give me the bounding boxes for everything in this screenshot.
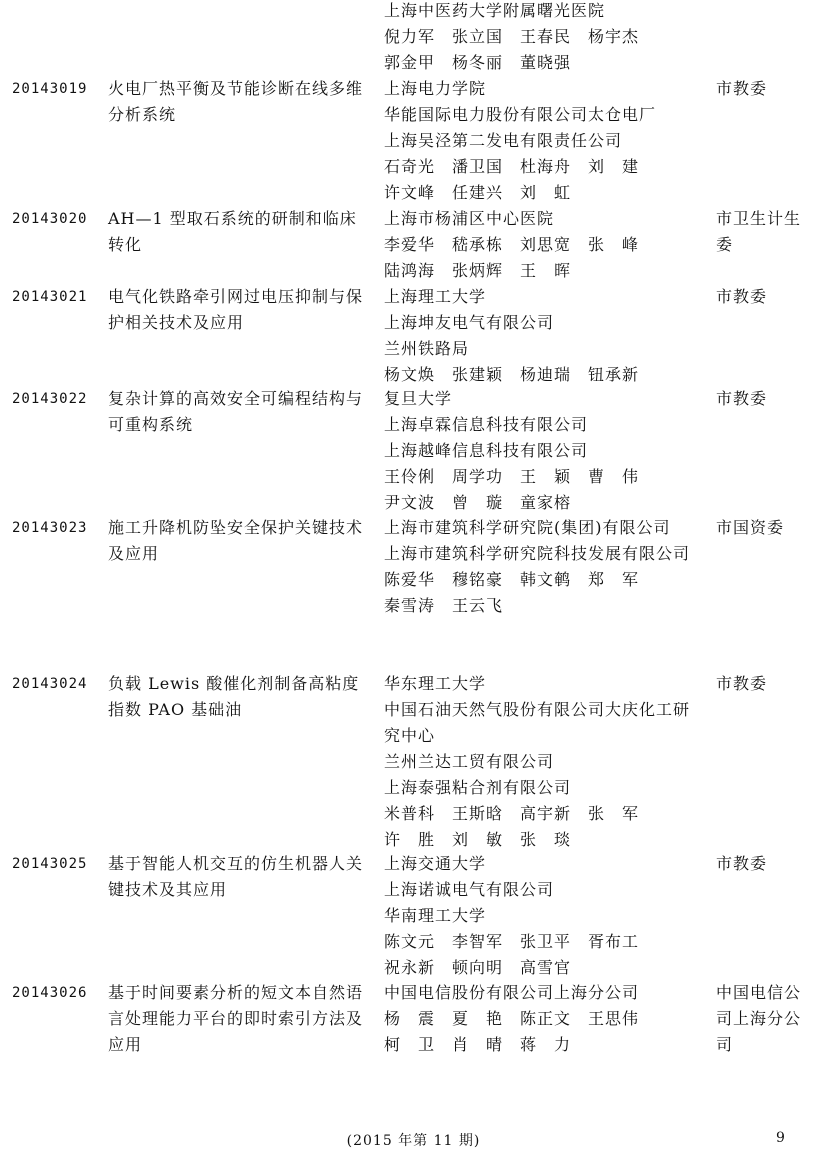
recommending-dept: 市教委 xyxy=(716,674,768,693)
project-code: 20143021 xyxy=(12,289,88,305)
project-title: 基于智能人机交互的仿生机器人关键技术及其应用 xyxy=(108,854,364,899)
project-code: 20143023 xyxy=(12,520,88,536)
org-line: 上海中医药大学附属曙光医院 xyxy=(384,1,606,20)
page-number: 9 xyxy=(776,1130,785,1146)
recommending-dept: 市国资委 xyxy=(716,518,785,537)
org-line: 上海坤友电气有限公司 xyxy=(384,313,555,332)
project-title: 施工升降机防坠安全保护关键技术及应用 xyxy=(108,518,364,563)
org-line: 上海交通大学 xyxy=(384,854,487,873)
recommending-dept: 市教委 xyxy=(716,854,768,873)
recommending-dept: 市卫生计生委 xyxy=(716,209,802,254)
project-title: 基于时间要素分析的短文本自然语言处理能力平台的即时索引方法及应用 xyxy=(108,983,364,1054)
org-line: 上海市建筑科学研究院(集团)有限公司 xyxy=(384,518,671,537)
org-line: 上海越峰信息科技有限公司 xyxy=(384,441,589,460)
project-code: 20143025 xyxy=(12,856,88,872)
org-line: 上海吴泾第二发电有限责任公司 xyxy=(384,131,623,150)
project-orgs xyxy=(384,671,704,853)
org-line: 华能国际电力股份有限公司太仓电厂 xyxy=(384,105,657,124)
project-title: 负载 Lewis 酸催化剂制备高粘度指数 PAO 基础油 xyxy=(108,674,360,719)
org-line: 上海诺诚电气有限公司 xyxy=(384,880,555,899)
project-title: 电气化铁路牵引网过电压抑制与保护相关技术及应用 xyxy=(108,287,364,332)
project-title: 火电厂热平衡及节能诊断在线多维分析系统 xyxy=(108,79,364,124)
people-line: 陆鸿海 张炳辉 王 晖 xyxy=(384,261,572,280)
org-line: 中国石油天然气股份有限公司大庆化工研究中心 xyxy=(384,700,691,745)
people-line: 米普科 王斯晗 高宇新 张 军 xyxy=(384,804,640,823)
project-orgs xyxy=(384,206,704,284)
continuation-orgs xyxy=(384,0,704,76)
people-line: 尹文波 曾 璇 童家榕 xyxy=(384,493,572,512)
recommending-dept: 中国电信公司上海分公司 xyxy=(716,983,802,1054)
people-line: 陈文元 李智军 张卫平 胥布工 xyxy=(384,932,640,951)
people-line: 许文峰 任建兴 刘 虹 xyxy=(384,183,572,202)
people-line: 柯 卫 肖 晴 蒋 力 xyxy=(384,1035,572,1054)
project-code: 20143026 xyxy=(12,985,88,1001)
people-line: 王伶俐 周学功 王 颖 曹 伟 xyxy=(384,467,640,486)
people-line: 许 胜 刘 敏 张 琰 xyxy=(384,830,572,849)
project-orgs xyxy=(384,851,704,981)
project-code: 20143022 xyxy=(12,391,88,407)
project-orgs xyxy=(384,284,704,388)
people-line: 石奇光 潘卫国 杜海舟 刘 建 xyxy=(384,157,640,176)
project-code: 20143020 xyxy=(12,211,88,227)
org-line: 上海电力学院 xyxy=(384,79,487,98)
org-line: 上海泰强粘合剂有限公司 xyxy=(384,778,572,797)
project-orgs xyxy=(384,515,704,619)
people-line: 杨文焕 张建颖 杨迪瑞 钮承新 xyxy=(384,365,640,384)
project-code: 20143019 xyxy=(12,81,88,97)
recommending-dept: 市教委 xyxy=(716,287,768,306)
org-line: 兰州兰达工贸有限公司 xyxy=(384,752,555,771)
org-line: 复旦大学 xyxy=(384,389,453,408)
project-code: 20143024 xyxy=(12,676,88,692)
org-line: 兰州铁路局 xyxy=(384,339,470,358)
org-line: 华南理工大学 xyxy=(384,906,487,925)
project-orgs xyxy=(384,76,704,206)
project-orgs xyxy=(384,980,704,1058)
people-line: 秦雪涛 王云飞 xyxy=(384,596,504,615)
people-line: 倪力军 张立国 王春民 杨宇杰 xyxy=(384,27,640,46)
org-line: 上海市建筑科学研究院科技发展有限公司 xyxy=(384,544,691,563)
recommending-dept: 市教委 xyxy=(716,389,768,408)
org-line: 华东理工大学 xyxy=(384,674,487,693)
org-line: 中国电信股份有限公司上海分公司 xyxy=(384,983,640,1002)
people-line: 杨 震 夏 艳 陈正文 王思伟 xyxy=(384,1009,640,1028)
project-orgs xyxy=(384,386,704,516)
project-title: AH—1 型取石系统的研制和临床转化 xyxy=(108,209,357,254)
org-line: 上海卓霖信息科技有限公司 xyxy=(384,415,589,434)
project-title: 复杂计算的高效安全可编程结构与可重构系统 xyxy=(108,389,364,434)
org-line: 上海理工大学 xyxy=(384,287,487,306)
org-line: 上海市杨浦区中心医院 xyxy=(384,209,555,228)
people-line: 郭金甲 杨冬丽 董晓强 xyxy=(384,53,572,72)
recommending-dept: 市教委 xyxy=(716,79,768,98)
issue-label: (2015 年第 11 期) xyxy=(346,1133,481,1149)
people-line: 陈爱华 穆铭豪 韩文鹌 郑 军 xyxy=(384,570,640,589)
people-line: 祝永新 顿向明 高雪官 xyxy=(384,958,572,977)
people-line: 李爱华 嵇承栋 刘思宽 张 峰 xyxy=(384,235,640,254)
